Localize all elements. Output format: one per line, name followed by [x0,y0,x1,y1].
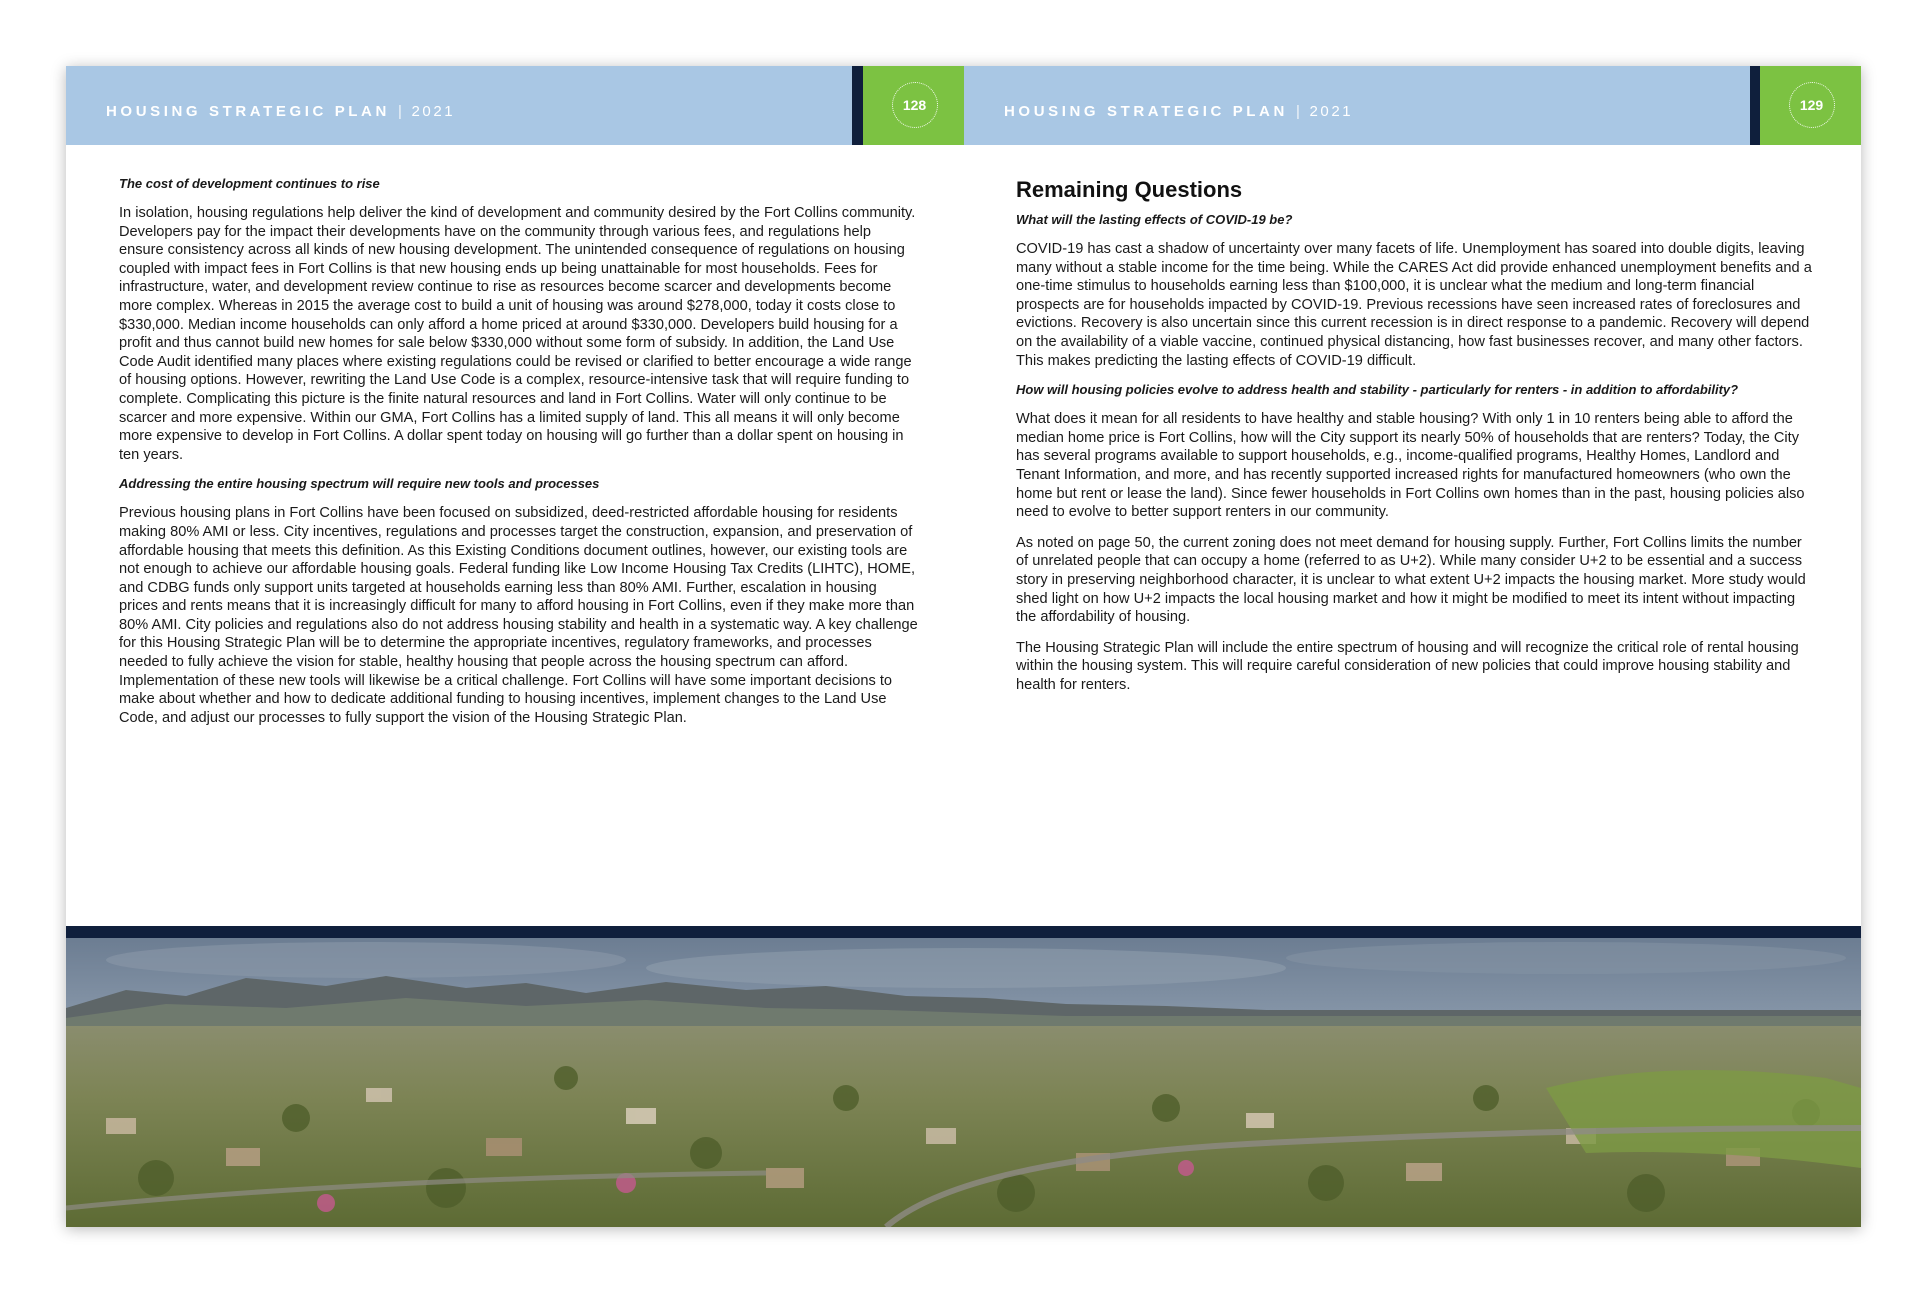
header-divider-bar [852,66,863,145]
header-year: 2021 [1309,103,1354,120]
body-paragraph: The Housing Strategic Plan will include the entire spectrum of housing and will recognize the critical role of rental housing within the housing system. This will require careful consideration of new policies that could improve housing stability and health for renters. [1016,639,1799,693]
left-page-body [119,176,919,739]
body-paragraph: Previous housing plans in Fort Collins have been focused on subsidized, deed-restricted affordable housing for residents making 80% AMI or less. City incentives, regulations and processes target the construction, expansion, and preservation of affordable housing that meets this definition. As this Existing Conditions document outlines, however, our existing tools are not enough to achieve our affordable housing goals. Federal funding like Low Income Housing Tax Credits (LIHTC), HOME, and CDBG funds only support units targeted at households earning less than 80% AMI. Further, escalation in housing prices and rents means that it is increasingly difficult for many to afford housing in Fort Collins, even if they make more than 80% AMI. City policies and regulations also do not address housing stability and health in a systematic way. A key challenge for this Housing Strategic Plan will be to determine the appropriate incentives, regulatory frameworks, and processes needed to fully achieve the vision for stable, healthy housing that people across the housing spectrum can afford. Implementation of these new tools will likewise be a critical challenge. Fort Collins will have some important decisions to make about whether and how to dedicate additional funding to housing incentives, implement changes to the Land Use Code, and adjust our processes to fully support the vision of the Housing Strategic Plan. [119,505,918,726]
header-title: HOUSING STRATEGIC PLAN | 2021 [106,103,456,120]
left-page-header [66,66,862,145]
body-paragraph: What does it mean for all residents to have healthy and stable housing? With only 1 in 10 renters being able to afford the median home price is Fort Collins, how will the City support its nearly 50% of households that are renters? Today, the City has several programs available to support households, e.g., income-qualified programs, Healthy Homes, Landlord and Tenant Information, and more, and has recently supported increased rights for manufactured homeowners (who own the home but rent or lease the land). Since fewer households in Fort Collins own homes than in the past, housing policies also need to evolve to better support renters in our community. [1016,411,1805,521]
section-subhead: Addressing the entire housing spectrum will require new tools and processes [119,476,600,492]
page-number: 129 [1789,82,1835,128]
body-paragraph: COVID-19 has cast a shadow of uncertainty over many facets of life. Unemployment has soared into double digits, leaving many without a stable income for the time being. While the CARES Act did provide enhanced unemployment benefits and a one-time stimulus to households earning less than $100,000, it is unclear what the medium and long-term financial prospects are for households impacted by COVID-19. Previous recessions have seen increased rates of foreclosures and evictions. Recovery is also uncertain since this current recession is in direct response to a pandemic. Recovery will depend on the availability of a viable vaccine, continued physical distancing, how fast businesses recover, and many other factors. This makes predicting the lasting effects of COVID-19 difficult. [1016,241,1812,369]
right-page-header [964,66,1760,145]
header-title-text: HOUSING STRATEGIC PLAN [1004,103,1288,120]
photo-top-band [66,926,1861,938]
section-subhead: What will the lasting effects of COVID-19 be? [1016,212,1293,227]
page-number: 128 [892,82,938,128]
header-title-text: HOUSING STRATEGIC PLAN [106,103,390,120]
document-spread [66,66,1861,1227]
aerial-photo-illustration [66,938,1861,1227]
aerial-neighborhood-photo [66,938,1861,1227]
section-subhead: How will housing policies evolve to address health and stability - particularly for renters - in addition to affordability? [1016,382,1739,398]
header-year: 2021 [411,103,456,120]
page-heading: Remaining Questions [1016,177,1243,202]
section-subhead: The cost of development continues to rise [119,176,380,191]
right-page-body [1016,176,1816,706]
body-paragraph: In isolation, housing regulations help deliver the kind of development and community desired by the Fort Collins community. Developers pay for the impact their developments have on the community through various fees, and regulations help ensure consistency across all kinds of new housing development. The unintended consequence of regulations on housing coupled with impact fees in Fort Collins is that new housing ends up being unattainable for most households. Fees for infrastructure, water, and development review continue to rise as resources become scarcer and developments become more complex. Whereas in 2015 the average cost to build a unit of housing was around $278,000, today it costs close to $330,000. Median income households can only afford a home priced at around $330,000. Developers build housing for a profit and thus cannot build new homes for sale below $330,000 without some form of subsidy. In addition, the Land Use Code Audit identified many places where existing regulations could be revised or clarified to better encourage a wide range of housing options. However, rewriting the Land Use Code is a complex, resource-intensive task that will require funding to complete. Complicating this picture is the finite natural resources and land in Fort Collins. Water will only continue to be scarcer and more expensive. Within our GMA, Fort Collins has a limited supply of land. This all means it will only become more expensive to develop in Fort Collins. A dollar spent today on housing will go further than a dollar spent on housing in ten years. [119,205,916,463]
body-paragraph: As noted on page 50, the current zoning does not meet demand for housing supply. Further, Fort Collins limits the number of unrelated people that can occupy a home (referred to as U+2). While many consider U+2 to be essential and a success story in preserving neighborhood character, it is unclear to what extent U+2 impacts the housing market. More study would shed light on how U+2 impacts the local housing market and how it might be modified to meet its intent without impacting the affordability of housing. [1016,534,1806,626]
page-number-box [863,66,964,145]
header-title: HOUSING STRATEGIC PLAN | 2021 [1004,103,1354,120]
page-number-box [1760,66,1861,145]
